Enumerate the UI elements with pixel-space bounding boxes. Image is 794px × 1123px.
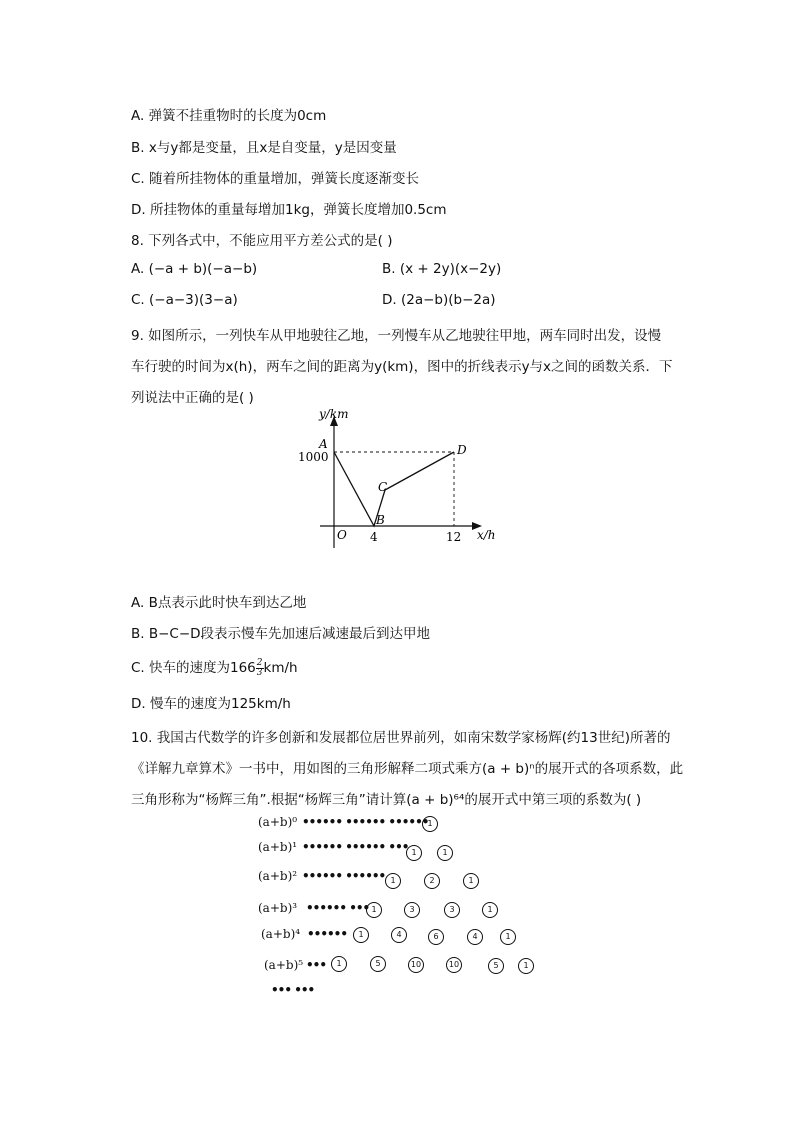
point-c-label: C	[378, 480, 388, 494]
point-d-label: D	[457, 443, 467, 457]
triangle-row-label: (a+b)³	[258, 901, 298, 915]
triangle-row-dots: •••••• •••	[306, 901, 370, 915]
q9-option-a: A. B点表示此时快车到达乙地	[131, 595, 307, 611]
q8-option-b: B. (x + 2y)(x−2y)	[382, 261, 502, 277]
x-axis-label: x/h	[477, 528, 496, 542]
x-tick-4: 4	[370, 530, 378, 544]
triangle-row-label: (a+b)¹	[258, 840, 298, 854]
q9-option-d: D. 慢车的速度为125km/h	[131, 696, 291, 712]
q9-option-b: B. B−C−D段表示慢车先加速后减速最后到达甲地	[131, 626, 431, 642]
triangle-row-dots: •••	[306, 958, 327, 972]
coefficient-circle: 1	[406, 845, 422, 861]
q9-graph	[290, 400, 510, 555]
coefficient-circle: 2	[424, 873, 440, 889]
q10-stem-line3: 三角形称为“杨辉三角”.根据“杨辉三角”请计算(a + b)⁶⁴的展开式中第三项的系数为( )	[131, 792, 642, 808]
coefficient-circle: 4	[467, 929, 483, 945]
triangle-row-dots: •••••• •••••• ••••••	[302, 815, 429, 829]
q7-option-b: B. x与y都是变量，且x是自变量，y是因变量	[131, 140, 397, 156]
triangle-continuation-dots: ••• •••	[271, 983, 315, 997]
q9-option-c-suffix: km/h	[263, 660, 298, 676]
coefficient-circle: 1	[331, 956, 347, 972]
q10-stem-line1: 10. 我国古代数学的许多创新和发展都位居世界前列，如南宋数学家杨辉(约13世纪)所著的	[131, 730, 671, 746]
q8-stem: 8. 下列各式中，不能应用平方差公式的是( )	[131, 233, 393, 249]
triangle-row-dots: •••••• ••••••	[302, 869, 386, 883]
origin-label: O	[337, 528, 347, 542]
coefficient-circle: 1	[482, 902, 498, 918]
coefficient-circle: 6	[428, 929, 444, 945]
fraction-numerator: 2	[256, 657, 263, 668]
x-tick-12: 12	[446, 530, 462, 544]
coefficient-circle: 10	[446, 957, 462, 973]
triangle-row-label: (a+b)⁰	[258, 815, 298, 829]
point-b-label: B	[376, 513, 385, 527]
q9-option-c	[131, 656, 298, 678]
coefficient-circle: 1	[437, 845, 453, 861]
coefficient-circle: 1	[385, 873, 401, 889]
q9-option-c-fraction	[256, 659, 264, 678]
coefficient-circle: 1	[353, 927, 369, 943]
q7-option-a: A. 弹簧不挂重物时的长度为0cm	[131, 108, 327, 124]
q9-stem-line1: 9. 如图所示，一列快车从甲地驶往乙地，一列慢车从乙地驶往甲地，两车同时出发，设慢	[131, 328, 662, 344]
coefficient-circle: 5	[370, 956, 386, 972]
triangle-row-dots: •••••• •••••• •••	[302, 840, 409, 854]
coefficient-circle: 4	[391, 927, 407, 943]
triangle-row-label: (a+b)²	[258, 869, 298, 883]
coefficient-circle: 10	[408, 957, 424, 973]
q8-option-c: C. (−a−3)(3−a)	[131, 292, 238, 308]
q9-stem-line3: 列说法中正确的是( )	[131, 390, 254, 406]
triangle-row-dots: ••••••	[307, 927, 348, 941]
q7-option-c: C. 随着所挂物体的重量增加，弹簧长度逐渐变长	[131, 171, 420, 187]
y-tick-1000: 1000	[298, 450, 329, 464]
q8-option-d: D. (2a−b)(b−2a)	[382, 292, 496, 308]
q10-stem-line2: 《详解九章算术》一书中，用如图的三角形解释二项式乘方(a + b)ⁿ的展开式的各项系数，此	[131, 761, 684, 777]
triangle-row-label: (a+b)⁴	[261, 927, 301, 941]
point-a-label: A	[319, 437, 328, 451]
q7-option-d: D. 所挂物体的重量每增加1kg，弹簧长度增加0.5cm	[131, 202, 447, 218]
coefficient-circle: 1	[463, 873, 479, 889]
q9-option-c-prefix: C. 快车的速度为166	[131, 660, 256, 676]
y-axis-label: y/km	[319, 407, 349, 421]
coefficient-circle: 3	[404, 902, 420, 918]
coefficient-circle: 3	[444, 902, 460, 918]
coefficient-circle: 1	[422, 816, 438, 832]
q8-option-a: A. (−a + b)(−a−b)	[131, 261, 258, 277]
triangle-row-label: (a+b)⁵	[264, 958, 304, 972]
coefficient-circle: 5	[488, 958, 504, 974]
q9-stem-line2: 车行驶的时间为x(h)，两车之间的距离为y(km)，图中的折线表示y与x之间的函数关系．下	[131, 359, 673, 375]
coefficient-circle: 1	[500, 929, 516, 945]
graph-polyline	[334, 452, 454, 526]
fraction-denominator: 3	[256, 667, 263, 678]
coefficient-circle: 1	[518, 958, 534, 974]
coefficient-circle: 1	[366, 902, 382, 918]
